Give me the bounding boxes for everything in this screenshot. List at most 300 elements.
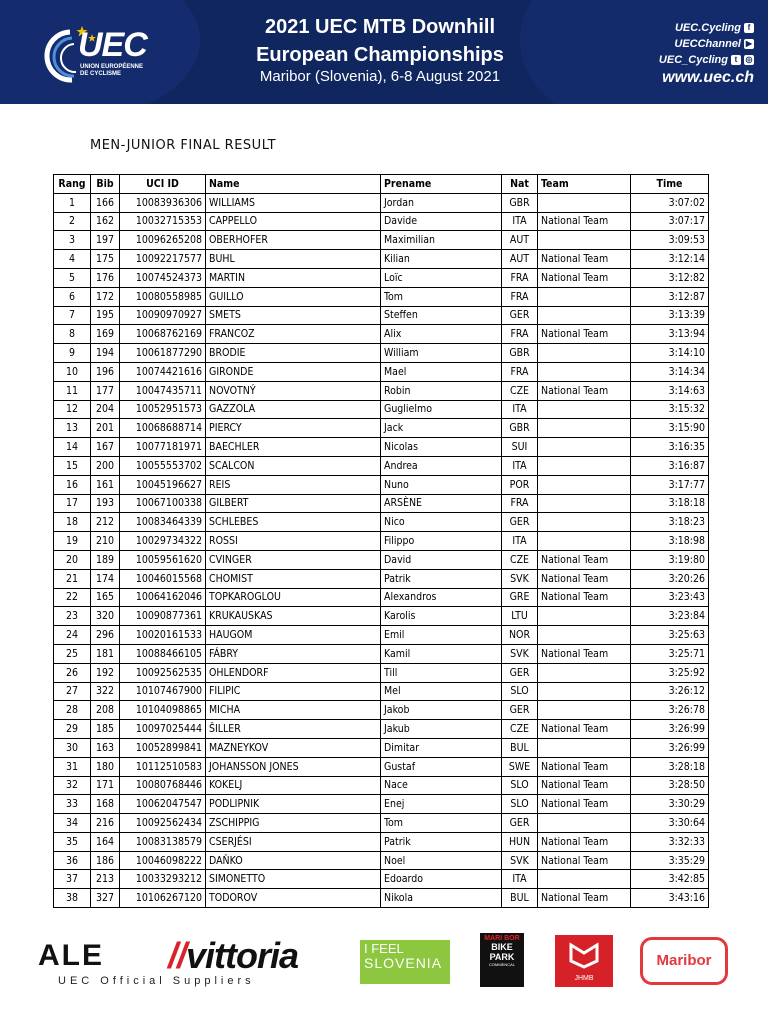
- cell-uci-id: 10106267120: [120, 889, 206, 908]
- cell-prename: Jakob: [381, 701, 502, 720]
- cell-rang: 4: [54, 250, 91, 269]
- event-location-date: Maribor (Slovenia), 6-8 August 2021: [259, 68, 501, 85]
- cell-nat: FRA: [502, 287, 538, 306]
- cell-name: DAŇKO: [206, 851, 381, 870]
- cell-uci-id: 10067100338: [120, 494, 206, 513]
- cell-nat: SLO: [502, 682, 538, 701]
- cell-team: [538, 419, 631, 438]
- cell-nat: FRA: [502, 325, 538, 344]
- cell-uci-id: 10046015568: [120, 569, 206, 588]
- cell-team: [538, 400, 631, 419]
- cell-bib: 197: [91, 231, 120, 250]
- cell-uci-id: 10052899841: [120, 738, 206, 757]
- cell-name: PIERCY: [206, 419, 381, 438]
- table-row: [54, 889, 709, 908]
- cell-name: REIS: [206, 475, 381, 494]
- bikepark-main: BIKE PARK: [489, 942, 515, 962]
- cell-bib: 201: [91, 419, 120, 438]
- cell-nat: GRE: [502, 588, 538, 607]
- cell-uci-id: 10090877361: [120, 607, 206, 626]
- col-header-time: Time: [631, 175, 709, 194]
- cell-bib: 161: [91, 475, 120, 494]
- cell-bib: 322: [91, 682, 120, 701]
- table-row: [54, 832, 709, 851]
- table-row: [54, 626, 709, 645]
- cell-time: 3:09:53: [631, 231, 709, 250]
- slovenia-line2: SLOVENIA: [364, 955, 443, 971]
- cell-bib: 195: [91, 306, 120, 325]
- cell-nat: ITA: [502, 400, 538, 419]
- cell-prename: Patrik: [381, 832, 502, 851]
- cell-uci-id: 10104098865: [120, 701, 206, 720]
- cell-name: SCALCON: [206, 456, 381, 475]
- cell-bib: 196: [91, 362, 120, 381]
- cell-rang: 8: [54, 325, 91, 344]
- cell-nat: SVK: [502, 851, 538, 870]
- cell-team: National Team: [538, 795, 631, 814]
- cell-name: GAZZOLA: [206, 400, 381, 419]
- cell-prename: Robin: [381, 381, 502, 400]
- cell-team: [538, 663, 631, 682]
- cell-rang: 37: [54, 870, 91, 889]
- cell-prename: Jakub: [381, 720, 502, 739]
- cell-time: 3:26:78: [631, 701, 709, 720]
- cell-nat: FRA: [502, 268, 538, 287]
- cell-time: 3:23:84: [631, 607, 709, 626]
- table-row: [54, 588, 709, 607]
- cell-team: [538, 682, 631, 701]
- cell-uci-id: 10112510583: [120, 757, 206, 776]
- cell-name: CSERJÉSI: [206, 832, 381, 851]
- cell-team: [538, 513, 631, 532]
- cell-bib: 180: [91, 757, 120, 776]
- cell-time: 3:18:98: [631, 532, 709, 551]
- cell-name: GIRONDE: [206, 362, 381, 381]
- table-row: [54, 550, 709, 569]
- cell-uci-id: 10061877290: [120, 344, 206, 363]
- cell-nat: ITA: [502, 532, 538, 551]
- cell-name: ZSCHIPPIG: [206, 814, 381, 833]
- cell-time: 3:15:90: [631, 419, 709, 438]
- jhmb-mark-icon: [555, 935, 613, 973]
- cell-bib: 167: [91, 438, 120, 457]
- cell-time: 3:18:18: [631, 494, 709, 513]
- cell-uci-id: 10096265208: [120, 231, 206, 250]
- cell-rang: 16: [54, 475, 91, 494]
- cell-time: 3:13:39: [631, 306, 709, 325]
- table-row: [54, 494, 709, 513]
- cell-prename: Alix: [381, 325, 502, 344]
- uec-website-link[interactable]: www.uec.ch: [662, 69, 754, 86]
- table-row: [54, 456, 709, 475]
- cell-bib: 210: [91, 532, 120, 551]
- cell-name: PODLIPNIK: [206, 795, 381, 814]
- cell-time: 3:30:64: [631, 814, 709, 833]
- table-row: [54, 776, 709, 795]
- cell-nat: CZE: [502, 550, 538, 569]
- cell-bib: 164: [91, 832, 120, 851]
- cell-bib: 200: [91, 456, 120, 475]
- table-row: [54, 287, 709, 306]
- cell-prename: Davide: [381, 212, 502, 231]
- cell-team: [538, 494, 631, 513]
- cell-name: BAECHLER: [206, 438, 381, 457]
- cell-team: [538, 438, 631, 457]
- cell-prename: Dimitar: [381, 738, 502, 757]
- cell-team: [538, 701, 631, 720]
- cell-prename: Patrik: [381, 569, 502, 588]
- cell-nat: SLO: [502, 776, 538, 795]
- cell-prename: Loïc: [381, 268, 502, 287]
- cell-time: 3:26:99: [631, 738, 709, 757]
- col-header-bib: Bib: [91, 175, 120, 194]
- cell-bib: 185: [91, 720, 120, 739]
- table-row: [54, 851, 709, 870]
- col-header-rang: Rang: [54, 175, 91, 194]
- cell-team: [538, 231, 631, 250]
- cell-time: 3:32:33: [631, 832, 709, 851]
- cell-time: 3:14:10: [631, 344, 709, 363]
- table-row: [54, 344, 709, 363]
- cell-team: [538, 456, 631, 475]
- table-row: [54, 682, 709, 701]
- cell-uci-id: 10055553702: [120, 456, 206, 475]
- uec-logo-subtitle: UNION EUROPÉENNE DE CYCLISME: [80, 64, 144, 77]
- cell-prename: Tom: [381, 814, 502, 833]
- cell-team: National Team: [538, 268, 631, 287]
- col-header-nat: Nat: [502, 175, 538, 194]
- cell-uci-id: 10107467900: [120, 682, 206, 701]
- youtube-icon: ▶: [745, 39, 753, 48]
- cell-rang: 38: [54, 889, 91, 908]
- cell-bib: 169: [91, 325, 120, 344]
- cell-bib: 181: [91, 644, 120, 663]
- cell-rang: 36: [54, 851, 91, 870]
- cell-uci-id: 10052951573: [120, 400, 206, 419]
- cell-name: OHLENDORF: [206, 663, 381, 682]
- table-row: [54, 362, 709, 381]
- cell-name: CAPPELLO: [206, 212, 381, 231]
- table-row: [54, 193, 709, 212]
- cell-rang: 26: [54, 663, 91, 682]
- table-row: [54, 231, 709, 250]
- cell-time: 3:18:23: [631, 513, 709, 532]
- cell-bib: 192: [91, 663, 120, 682]
- cell-rang: 14: [54, 438, 91, 457]
- cell-uci-id: 10083464339: [120, 513, 206, 532]
- cell-uci-id: 10064162046: [120, 588, 206, 607]
- cell-rang: 6: [54, 287, 91, 306]
- cell-nat: GBR: [502, 193, 538, 212]
- cell-prename: Andrea: [381, 456, 502, 475]
- table-row: [54, 795, 709, 814]
- table-row: [54, 268, 709, 287]
- table-row: [54, 250, 709, 269]
- uec-logo[interactable]: [40, 20, 180, 90]
- social-youtube-label: UECChannel: [674, 38, 741, 50]
- cell-prename: Mael: [381, 362, 502, 381]
- cell-time: 3:35:29: [631, 851, 709, 870]
- cell-prename: Emil: [381, 626, 502, 645]
- cell-bib: 204: [91, 400, 120, 419]
- cell-team: [538, 532, 631, 551]
- cell-uci-id: 10074421616: [120, 362, 206, 381]
- table-row: [54, 814, 709, 833]
- cell-prename: Gustaf: [381, 757, 502, 776]
- cell-name: FÁBRY: [206, 644, 381, 663]
- cell-name: OBERHOFER: [206, 231, 381, 250]
- cell-prename: David: [381, 550, 502, 569]
- cell-name: MICHA: [206, 701, 381, 720]
- cell-nat: SLO: [502, 795, 538, 814]
- cell-nat: GER: [502, 513, 538, 532]
- cell-prename: Guglielmo: [381, 400, 502, 419]
- cell-rang: 5: [54, 268, 91, 287]
- cell-team: National Team: [538, 757, 631, 776]
- cell-time: 3:25:92: [631, 663, 709, 682]
- cell-prename: Filippo: [381, 532, 502, 551]
- cell-name: CVINGER: [206, 550, 381, 569]
- cell-team: National Team: [538, 720, 631, 739]
- cell-uci-id: 10059561620: [120, 550, 206, 569]
- table-header-row: [54, 175, 709, 194]
- cell-time: 3:12:87: [631, 287, 709, 306]
- cell-rang: 13: [54, 419, 91, 438]
- cell-rang: 20: [54, 550, 91, 569]
- official-suppliers-caption: UEC Official Suppliers: [58, 975, 255, 987]
- cell-bib: 216: [91, 814, 120, 833]
- table-row: [54, 738, 709, 757]
- cell-name: FRANCOZ: [206, 325, 381, 344]
- cell-name: JOHANSSON JONES: [206, 757, 381, 776]
- cell-uci-id: 10092562535: [120, 663, 206, 682]
- cell-rang: 9: [54, 344, 91, 363]
- cell-team: National Team: [538, 325, 631, 344]
- cell-name: CHOMIST: [206, 569, 381, 588]
- results-table: [53, 174, 709, 908]
- cell-bib: 174: [91, 569, 120, 588]
- cell-rang: 25: [54, 644, 91, 663]
- cell-name: MAZNEYKOV: [206, 738, 381, 757]
- cell-nat: POR: [502, 475, 538, 494]
- cell-uci-id: 10045196627: [120, 475, 206, 494]
- cell-nat: BUL: [502, 738, 538, 757]
- results-table-body: [54, 193, 709, 907]
- table-row: [54, 381, 709, 400]
- cell-bib: 168: [91, 795, 120, 814]
- cell-team: National Team: [538, 381, 631, 400]
- cell-prename: William: [381, 344, 502, 363]
- cell-name: BUHL: [206, 250, 381, 269]
- cell-bib: 320: [91, 607, 120, 626]
- cell-team: National Team: [538, 250, 631, 269]
- cell-team: [538, 870, 631, 889]
- cell-team: [538, 287, 631, 306]
- cell-bib: 172: [91, 287, 120, 306]
- cell-rang: 31: [54, 757, 91, 776]
- cell-uci-id: 10074524373: [120, 268, 206, 287]
- cell-time: 3:14:34: [631, 362, 709, 381]
- cell-bib: 186: [91, 851, 120, 870]
- cell-name: WILLIAMS: [206, 193, 381, 212]
- table-row: [54, 400, 709, 419]
- cell-uci-id: 10046098222: [120, 851, 206, 870]
- cell-nat: GER: [502, 701, 538, 720]
- cell-bib: 171: [91, 776, 120, 795]
- cell-rang: 1: [54, 193, 91, 212]
- cell-nat: GBR: [502, 419, 538, 438]
- cell-prename: Maximilian: [381, 231, 502, 250]
- cell-uci-id: 10092562434: [120, 814, 206, 833]
- cell-time: 3:12:14: [631, 250, 709, 269]
- table-row: [54, 419, 709, 438]
- maribor-bike-park-logo: [480, 933, 524, 987]
- social-youtube[interactable]: [659, 36, 754, 52]
- cell-name: HAUGOM: [206, 626, 381, 645]
- table-row: [54, 532, 709, 551]
- cell-uci-id: 10080558985: [120, 287, 206, 306]
- cell-time: 3:20:26: [631, 569, 709, 588]
- col-header-name: Name: [206, 175, 381, 194]
- table-row: [54, 701, 709, 720]
- cell-team: National Team: [538, 569, 631, 588]
- cell-prename: Mel: [381, 682, 502, 701]
- cell-team: [538, 306, 631, 325]
- cell-rang: 2: [54, 212, 91, 231]
- cell-time: 3:16:35: [631, 438, 709, 457]
- cell-prename: Noel: [381, 851, 502, 870]
- uec-logo-text: UEC: [78, 26, 147, 64]
- col-header-prename: Prename: [381, 175, 502, 194]
- cell-prename: Nace: [381, 776, 502, 795]
- cell-prename: ARSÈNE: [381, 494, 502, 513]
- jhmb-logo: [555, 935, 613, 987]
- cell-nat: SUI: [502, 438, 538, 457]
- cell-time: 3:28:18: [631, 757, 709, 776]
- cell-bib: 165: [91, 588, 120, 607]
- table-row: [54, 306, 709, 325]
- instagram-icon: ◎: [745, 55, 753, 64]
- cell-rang: 28: [54, 701, 91, 720]
- cell-time: 3:14:63: [631, 381, 709, 400]
- cell-bib: 163: [91, 738, 120, 757]
- cell-time: 3:43:16: [631, 889, 709, 908]
- cell-team: National Team: [538, 776, 631, 795]
- cell-team: National Team: [538, 212, 631, 231]
- table-row: [54, 513, 709, 532]
- cell-rang: 12: [54, 400, 91, 419]
- cell-nat: FRA: [502, 362, 538, 381]
- social-twitter-instagram[interactable]: [659, 52, 754, 68]
- cell-name: KRUKAUSKAS: [206, 607, 381, 626]
- cell-name: ROSSI: [206, 532, 381, 551]
- cell-name: MARTIN: [206, 268, 381, 287]
- cell-bib: 194: [91, 344, 120, 363]
- cell-rang: 33: [54, 795, 91, 814]
- bikepark-top: MARI BOR: [484, 935, 520, 942]
- cell-uci-id: 10090970927: [120, 306, 206, 325]
- cell-bib: 166: [91, 193, 120, 212]
- cell-name: GUILLO: [206, 287, 381, 306]
- facebook-icon: f: [744, 23, 754, 33]
- cell-prename: Edoardo: [381, 870, 502, 889]
- vittoria-logo: [168, 935, 298, 977]
- cell-uci-id: 10029734322: [120, 532, 206, 551]
- cell-rang: 30: [54, 738, 91, 757]
- event-title-line2: European Championships: [256, 44, 504, 66]
- cell-time: 3:16:87: [631, 456, 709, 475]
- cell-prename: Karolis: [381, 607, 502, 626]
- table-row: [54, 644, 709, 663]
- cell-team: [538, 626, 631, 645]
- cell-name: GILBERT: [206, 494, 381, 513]
- cell-prename: Enej: [381, 795, 502, 814]
- cell-bib: 189: [91, 550, 120, 569]
- header-banner: [0, 0, 768, 104]
- cell-nat: ITA: [502, 212, 538, 231]
- vittoria-slash-icon: //: [168, 935, 187, 976]
- twitter-icon: t: [731, 55, 741, 65]
- cell-time: 3:12:82: [631, 268, 709, 287]
- cell-nat: SVK: [502, 644, 538, 663]
- cell-bib: 176: [91, 268, 120, 287]
- bikepark-small: COMMENCAL: [488, 962, 515, 967]
- social-facebook[interactable]: [659, 20, 754, 36]
- cell-nat: ITA: [502, 456, 538, 475]
- cell-nat: HUN: [502, 832, 538, 851]
- cell-name: SIMONETTO: [206, 870, 381, 889]
- cell-prename: Alexandros: [381, 588, 502, 607]
- cell-nat: SVK: [502, 569, 538, 588]
- cell-team: National Team: [538, 644, 631, 663]
- cell-team: [538, 814, 631, 833]
- cell-prename: Kilian: [381, 250, 502, 269]
- cell-uci-id: 10047435711: [120, 381, 206, 400]
- cell-nat: GER: [502, 663, 538, 682]
- cell-time: 3:23:43: [631, 588, 709, 607]
- cell-nat: SWE: [502, 757, 538, 776]
- cell-time: 3:28:50: [631, 776, 709, 795]
- cell-uci-id: 10068688714: [120, 419, 206, 438]
- slovenia-line1: I FEEL: [364, 941, 404, 956]
- social-links: [659, 20, 754, 86]
- cell-team: [538, 362, 631, 381]
- cell-time: 3:25:71: [631, 644, 709, 663]
- table-row: [54, 569, 709, 588]
- cell-nat: GER: [502, 306, 538, 325]
- cell-name: SCHLEBES: [206, 513, 381, 532]
- cell-rang: 29: [54, 720, 91, 739]
- cell-time: 3:15:32: [631, 400, 709, 419]
- cell-rang: 27: [54, 682, 91, 701]
- cell-uci-id: 10088466105: [120, 644, 206, 663]
- cell-bib: 208: [91, 701, 120, 720]
- cell-uci-id: 10083138579: [120, 832, 206, 851]
- cell-prename: Nuno: [381, 475, 502, 494]
- table-row: [54, 325, 709, 344]
- cell-name: KOKELJ: [206, 776, 381, 795]
- cell-name: FILIPIC: [206, 682, 381, 701]
- cell-time: 3:17:77: [631, 475, 709, 494]
- table-row: [54, 720, 709, 739]
- cell-rang: 23: [54, 607, 91, 626]
- cell-rang: 22: [54, 588, 91, 607]
- cell-uci-id: 10083936306: [120, 193, 206, 212]
- cell-team: [538, 738, 631, 757]
- cell-bib: 296: [91, 626, 120, 645]
- cell-team: National Team: [538, 550, 631, 569]
- cell-rang: 19: [54, 532, 91, 551]
